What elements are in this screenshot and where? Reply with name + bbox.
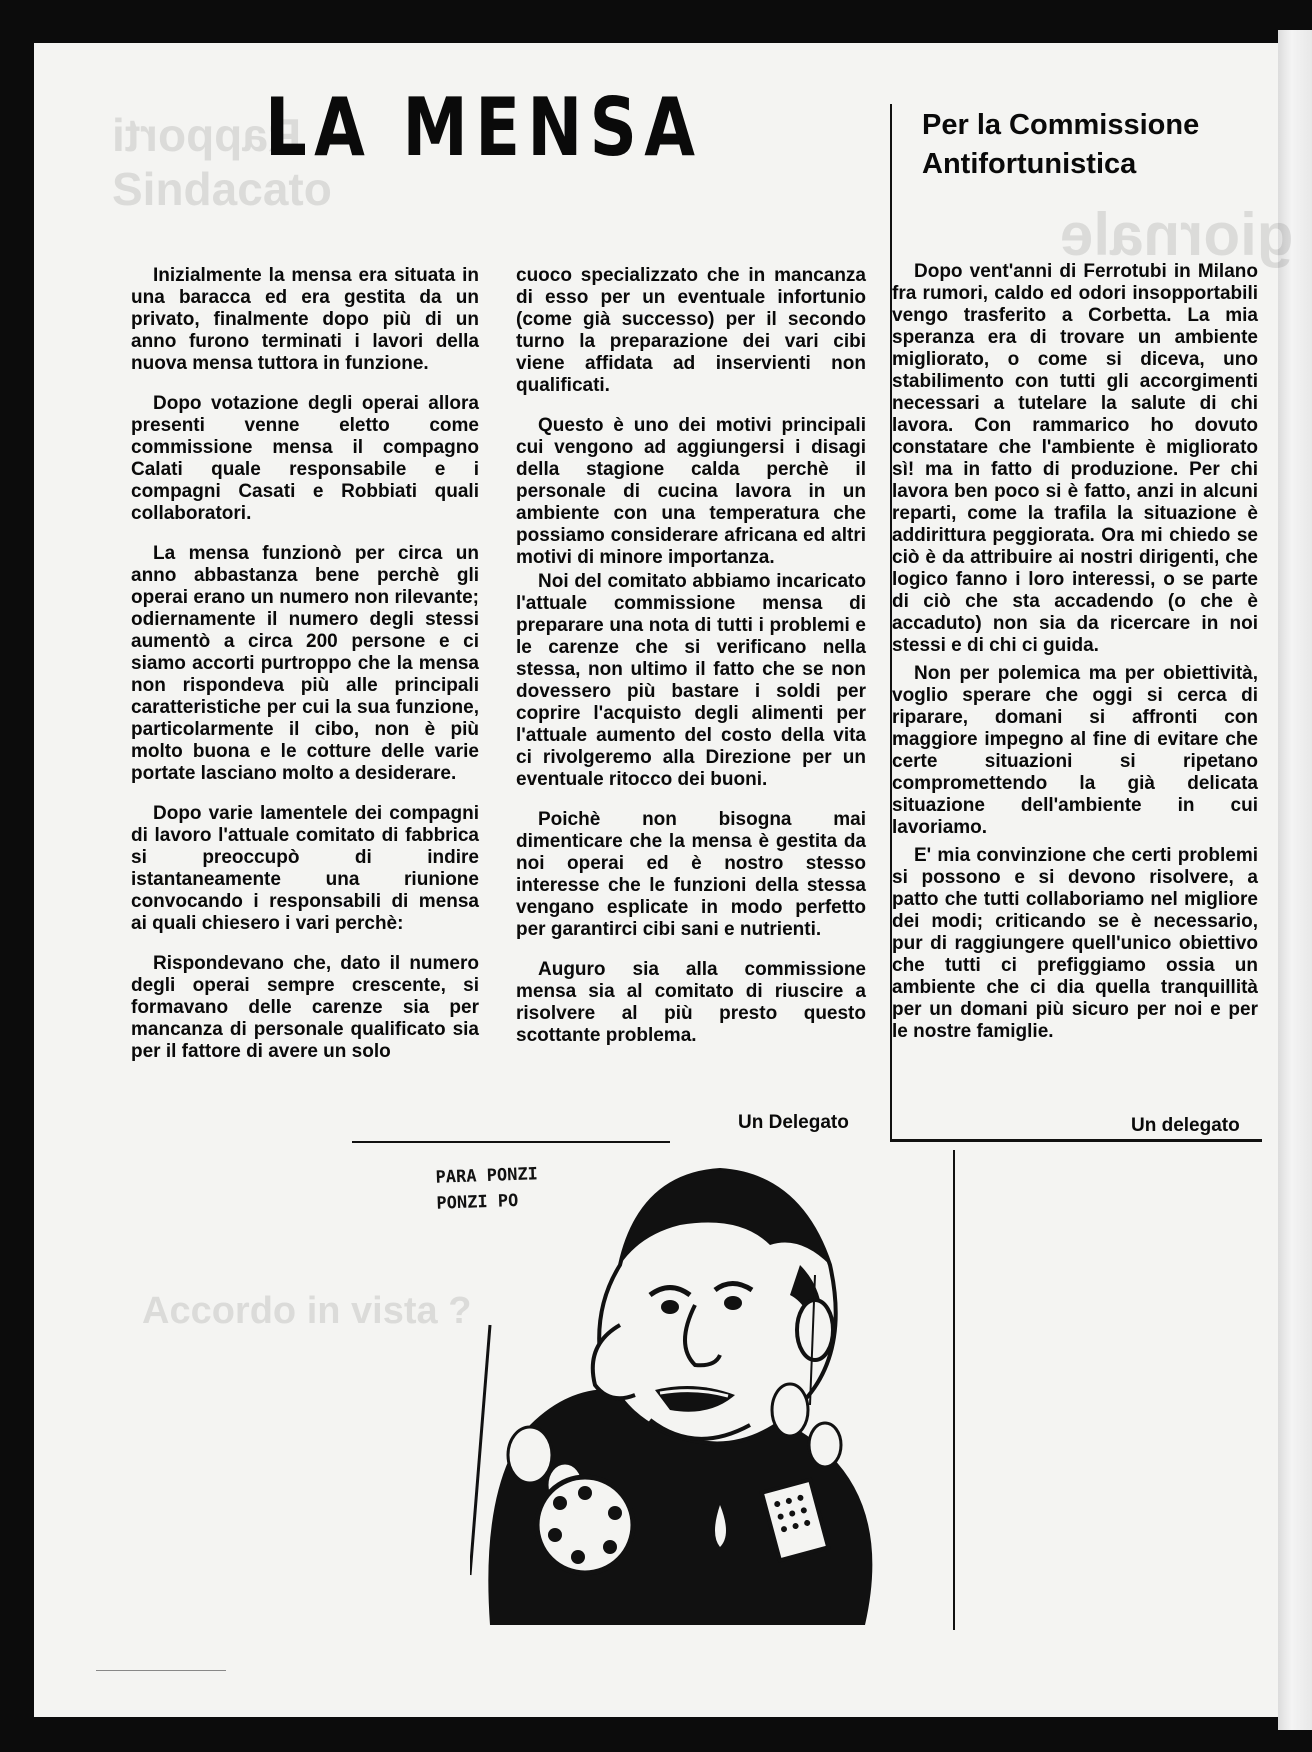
bleed-through-headline-left: Sindacato [112, 163, 332, 215]
article-paragraph: Inizialmente la mensa era situata in una baracca ed era gestita da un privato, finalmente dopo più di un anno furono terminati i lavori della nuova mensa tuttora in funzione. [131, 265, 479, 374]
article-paragraph: cuoco specializzato che in mancanza di esso per un eventuale infortunio (come già successo) per il secondo turno la preparazione dei vari cibi viene affidata ad inservienti non qualificati. [516, 265, 866, 396]
article-bottom-rule [352, 1141, 670, 1143]
sidebar-column [892, 261, 1258, 1049]
cartoon-right-line [953, 1150, 955, 1630]
article-column-2 [516, 265, 866, 1065]
footer-rule [96, 1670, 226, 1671]
article-signature: Un Delegato [738, 1112, 849, 1133]
article-paragraph: Poichè non bisogna mai dimenticare che la mensa è gestita da noi operai ed è nostro stesso interesse che le funzioni della stessa vengano esplicate in modo perfetto per garantirci cibi sani e nutrienti. [516, 809, 866, 940]
sidebar-paragraph: Dopo vent'anni di Ferrotubi in Milano fra rumori, caldo ed odori insopportabili vengo trasferito a Corbetta. La mia speranza era di trovare un ambiente migliorato, o come si diceva, uno stabilimento con tutti gli accorgimenti necessari a tutelare la salute di chi lavora. Con rammarico ho dovuto constatare che l'ambiente è migliorato sì! ma in fatto di produzione. Per chi lavora ben poco si è fatto, anzi in alcuni reparti, come la trafila la situazione è addirittura peggiorata. Ora mi chiedo se ciò è da attribuire ai nostri dirigenti, che logico fanno i loro interessi, o se parte di ciò che sta accadendo (o che è accaduto) non sia da ricercare in noi stessi e di chi ci guida. [892, 261, 1258, 656]
article-paragraph: Dopo varie lamentele dei compagni di lavoro l'attuale comitato di fabbrica si preoccupò di indire istantaneamente una riunione convocando i responsabili di mensa ai quali chiesero i vari perchè: [131, 803, 479, 934]
bleed-through-headline-bottom: Accordo in vista ? [142, 1290, 472, 1332]
sidebar-paragraph: E' mia convinzione che certi problemi si possono e si devono risolvere, a patto che tutti collaboriamo nel migliore dei modi; criticando se è necessario, pur di raggiungere quell'unico obiettivo che tutti ci prefiggiamo ossia un ambiente che ci dia quella tranquillità per un domani più sicuro per noi e per le nostre famiglie. [892, 845, 1258, 1042]
sidebar-title: Per la Commissione Antifortunistica [922, 109, 1200, 180]
sidebar-paragraph: Non per polemica ma per obiettività, voglio sperare che oggi si cerca di riparare, domani si affronti con maggiore impegno al fine di evitare che certe situazioni si ripetano compromettendo la già delicata situazione dell'ambiente in cui lavoriamo. [892, 663, 1258, 838]
sidebar-box-bottom-border [890, 1139, 1262, 1142]
article-paragraph: Dopo votazione degli operai allora presenti venne eletto come commissione mensa il compagno Calati quale responsabile e i compagni Casati e Robbiati quali collaboratori. [131, 393, 479, 524]
caricature-cartoon [470, 1155, 900, 1635]
article-paragraph: La mensa funzionò per circa un anno abbastanza bene perchè gli operai erano un numero non rilevante; odiernamente il numero degli stessi aumentò a circa 200 persone e ci siamo accorti purtroppo che la mensa non rispondeva più alle principali caratteristiche per cui la sua funzione, particolarmente il cibo, non è più molto buona e le cotture delle varie portate lasciano molto a desiderare. [131, 543, 479, 784]
article-paragraph: Questo è uno dei motivi principali cui vengono ad aggiungersi i disagi della stagione calda perchè il personale di cucina lavora in un ambiente con una temperatura che possiamo considerare africana ed altri motivi di minore importanza. [516, 415, 866, 568]
article-paragraph: Auguro sia alla commissione mensa sia al comitato di riuscire a risolvere al più presto questo scottante problema. [516, 959, 866, 1046]
next-page-edge [1278, 30, 1312, 1730]
article-title: LA MENSA [265, 81, 703, 174]
cartoon-caption [435, 1161, 539, 1217]
cartoon-caption-line-1: PARA PONZI [435, 1164, 539, 1188]
article-paragraph: Noi del comitato abbiamo incaricato l'attuale commissione mensa di preparare una nota di tutti i problemi e le carenze che si verificano nella stessa, non ultimo il fatto che se non dovessero più bastare i soldi per coprire l'acquisto degli alimenti per l'attuale aumento del costo della vita ci rivolgeremo alla Direzione per un eventuale ritocco dei buoni. [516, 571, 866, 790]
article-column-1 [131, 265, 479, 1081]
bleed-through-headline-top: Rapporti [112, 109, 302, 161]
article-paragraph: Rispondevano che, dato il numero degli operai sempre crescente, si formavano delle carenze sia per mancanza di personale qualificato sia per il fattore di avere un solo [131, 953, 479, 1062]
sidebar-signature: Un delegato [1131, 1115, 1240, 1136]
cartoon-caption-line-2: PONZI PO [436, 1190, 519, 1214]
bleed-through-headline-right: giornale [1060, 201, 1294, 268]
